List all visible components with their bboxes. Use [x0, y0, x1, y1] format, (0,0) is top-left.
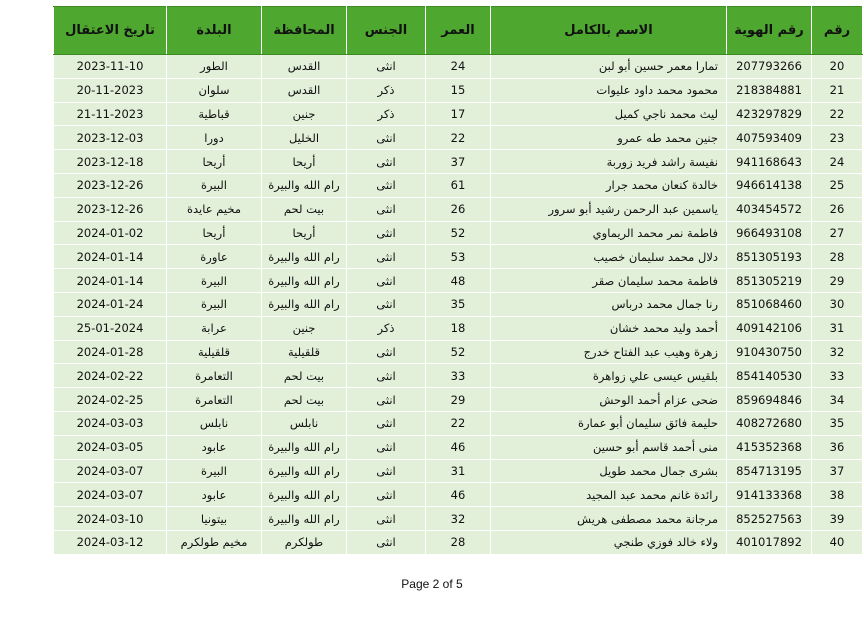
table-row [54, 245, 863, 269]
table-row [54, 435, 863, 459]
full-name-cell: رائدة غانم محمد عبد المجيد [491, 483, 727, 507]
id-number-cell: 854140530 [727, 364, 812, 388]
town-cell: البيرة [167, 292, 262, 316]
full-name-cell: ضحى عزام أحمد الوحش [491, 388, 727, 412]
gender-header: الجنس [347, 7, 426, 55]
governorate-cell: أريحا [262, 150, 347, 174]
table-row [54, 197, 863, 221]
age-cell: 28 [426, 530, 491, 554]
governorate-cell: رام الله والبيرة [262, 173, 347, 197]
full-name-cell: فاطمة نمر محمد الريماوي [491, 221, 727, 245]
town-header: البلدة [167, 7, 262, 55]
arrest-date-cell: 2024-03-10 [54, 507, 167, 531]
number-cell: 38 [812, 483, 863, 507]
full-name-cell: ليث محمد ناجي كميل [491, 102, 727, 126]
number-cell: 39 [812, 507, 863, 531]
full-name-cell: خالدة كنعان محمد جرار [491, 173, 727, 197]
governorate-cell: رام الله والبيرة [262, 292, 347, 316]
gender-cell: انثى [347, 221, 426, 245]
age-cell: 29 [426, 388, 491, 412]
age-cell: 17 [426, 102, 491, 126]
table-row [54, 388, 863, 412]
id-number-cell: 941168643 [727, 150, 812, 174]
id-number-cell: 218384881 [727, 78, 812, 102]
table-row [54, 102, 863, 126]
age-cell: 37 [426, 150, 491, 174]
town-cell: البيرة [167, 459, 262, 483]
town-cell: سلوان [167, 78, 262, 102]
town-cell: أريحا [167, 221, 262, 245]
governorate-cell: القدس [262, 55, 347, 79]
age-cell: 15 [426, 78, 491, 102]
town-cell: قباطية [167, 102, 262, 126]
arrest-date-cell: 2024-03-07 [54, 459, 167, 483]
governorate-cell: طولكرم [262, 530, 347, 554]
age-cell: 52 [426, 340, 491, 364]
gender-cell: انثى [347, 150, 426, 174]
town-cell: البيرة [167, 173, 262, 197]
number-cell: 35 [812, 411, 863, 435]
number-cell: 27 [812, 221, 863, 245]
arrest-date-cell: 2024-03-03 [54, 411, 167, 435]
age-cell: 18 [426, 316, 491, 340]
gender-cell: ذكر [347, 102, 426, 126]
detainees-table [53, 6, 863, 555]
gender-cell: انثى [347, 126, 426, 150]
id-number-cell: 408272680 [727, 411, 812, 435]
arrest-date-cell: 2024-03-12 [54, 530, 167, 554]
number-cell: 25 [812, 173, 863, 197]
governorate-header: المحافظة [262, 7, 347, 55]
table-row [54, 221, 863, 245]
full-name-cell: ولاء خالد فوزي طنجي [491, 530, 727, 554]
number-cell: 21 [812, 78, 863, 102]
table-row [54, 316, 863, 340]
table-body [54, 55, 863, 555]
number-cell: 29 [812, 269, 863, 293]
id-number-cell: 423297829 [727, 102, 812, 126]
gender-cell: انثى [347, 388, 426, 412]
number-header: رقم [812, 7, 863, 55]
table-row [54, 173, 863, 197]
town-cell: دورا [167, 126, 262, 150]
age-cell: 32 [426, 507, 491, 531]
gender-cell: انثى [347, 340, 426, 364]
gender-cell: ذكر [347, 78, 426, 102]
gender-cell: انثى [347, 292, 426, 316]
arrest-date-cell: 2024-03-05 [54, 435, 167, 459]
id-number-cell: 409142106 [727, 316, 812, 340]
number-cell: 33 [812, 364, 863, 388]
id-number-cell: 914133368 [727, 483, 812, 507]
table-row [54, 150, 863, 174]
governorate-cell: بيت لحم [262, 364, 347, 388]
number-cell: 34 [812, 388, 863, 412]
governorate-cell: رام الله والبيرة [262, 269, 347, 293]
age-cell: 26 [426, 197, 491, 221]
number-cell: 31 [812, 316, 863, 340]
arrest-date-cell: 2024-01-02 [54, 221, 167, 245]
number-cell: 26 [812, 197, 863, 221]
number-cell: 37 [812, 459, 863, 483]
table-row [54, 340, 863, 364]
town-cell: البيرة [167, 269, 262, 293]
arrest-date-cell: 2023-12-18 [54, 150, 167, 174]
gender-cell: انثى [347, 530, 426, 554]
full-name-cell: محمود محمد داود عليوات [491, 78, 727, 102]
id-number-cell: 407593409 [727, 126, 812, 150]
number-cell: 20 [812, 55, 863, 79]
arrest-date-cell: 2024-01-14 [54, 245, 167, 269]
governorate-cell: قلقيلية [262, 340, 347, 364]
age-cell: 33 [426, 364, 491, 388]
id-number-cell: 966493108 [727, 221, 812, 245]
age-cell: 46 [426, 435, 491, 459]
town-cell: التعامرة [167, 364, 262, 388]
governorate-cell: رام الله والبيرة [262, 459, 347, 483]
full-name-cell: زهرة وهيب عبد الفتاح خدرج [491, 340, 727, 364]
gender-cell: انثى [347, 435, 426, 459]
table-row [54, 483, 863, 507]
age-cell: 22 [426, 126, 491, 150]
id-number-cell: 859694846 [727, 388, 812, 412]
full-name-cell: رنا جمال محمد درباس [491, 292, 727, 316]
full-name-cell: بلقيس عيسى علي زواهرة [491, 364, 727, 388]
arrest-date-cell: 2024-02-25 [54, 388, 167, 412]
id-number-cell: 851068460 [727, 292, 812, 316]
town-cell: قلقيلية [167, 340, 262, 364]
governorate-cell: جنين [262, 316, 347, 340]
gender-cell: انثى [347, 364, 426, 388]
governorate-cell: بيت لحم [262, 388, 347, 412]
arrest-date-cell: 2024-01-28 [54, 340, 167, 364]
age-cell: 22 [426, 411, 491, 435]
table-row [54, 459, 863, 483]
number-cell: 32 [812, 340, 863, 364]
page-footer: Page 2 of 5 [401, 577, 463, 591]
id-number-cell: 852527563 [727, 507, 812, 531]
number-cell: 40 [812, 530, 863, 554]
gender-cell: انثى [347, 507, 426, 531]
full-name-cell: أحمد وليد محمد خشان [491, 316, 727, 340]
governorate-cell: نابلس [262, 411, 347, 435]
table-row [54, 126, 863, 150]
town-cell: عاورة [167, 245, 262, 269]
arrest-date-cell: 2024-03-07 [54, 483, 167, 507]
age-cell: 46 [426, 483, 491, 507]
age-cell: 48 [426, 269, 491, 293]
town-cell: أريحا [167, 150, 262, 174]
age-cell: 35 [426, 292, 491, 316]
town-cell: عابود [167, 435, 262, 459]
table-row [54, 411, 863, 435]
full-name-cell: جنين محمد طه عمرو [491, 126, 727, 150]
governorate-cell: جنين [262, 102, 347, 126]
id-number-cell: 851305219 [727, 269, 812, 293]
header-row [54, 7, 863, 55]
id-number-cell: 854713195 [727, 459, 812, 483]
governorate-cell: رام الله والبيرة [262, 435, 347, 459]
age-header: العمر [426, 7, 491, 55]
town-cell: التعامرة [167, 388, 262, 412]
full-name-header: الاسم بالكامل [491, 7, 727, 55]
table-row [54, 269, 863, 293]
arrest-date-cell: 20-11-2023 [54, 78, 167, 102]
full-name-cell: دلال محمد سليمان خصيب [491, 245, 727, 269]
full-name-cell: بشرى جمال محمد طويل [491, 459, 727, 483]
full-name-cell: منى أحمد قاسم أبو حسين [491, 435, 727, 459]
age-cell: 53 [426, 245, 491, 269]
id-number-cell: 910430750 [727, 340, 812, 364]
governorate-cell: رام الله والبيرة [262, 507, 347, 531]
table-row [54, 78, 863, 102]
arrest-date-cell: 2023-12-26 [54, 173, 167, 197]
town-cell: مخيم عايدة [167, 197, 262, 221]
arrest-date-cell: 21-11-2023 [54, 102, 167, 126]
id-number-cell: 851305193 [727, 245, 812, 269]
gender-cell: انثى [347, 55, 426, 79]
age-cell: 52 [426, 221, 491, 245]
full-name-cell: ياسمين عبد الرحمن رشيد أبو سرور [491, 197, 727, 221]
town-cell: الطور [167, 55, 262, 79]
arrest-date-cell: 2023-11-10 [54, 55, 167, 79]
table-row [54, 292, 863, 316]
id-number-cell: 403454572 [727, 197, 812, 221]
town-cell: عرابة [167, 316, 262, 340]
number-cell: 28 [812, 245, 863, 269]
gender-cell: ذكر [347, 316, 426, 340]
number-cell: 24 [812, 150, 863, 174]
arrest-date-cell: 2024-01-14 [54, 269, 167, 293]
governorate-cell: أريحا [262, 221, 347, 245]
governorate-cell: بيت لحم [262, 197, 347, 221]
arrest-date-header: تاريخ الاعتقال [54, 7, 167, 55]
id-number-cell: 946614138 [727, 173, 812, 197]
governorate-cell: رام الله والبيرة [262, 245, 347, 269]
governorate-cell: القدس [262, 78, 347, 102]
table-row [54, 530, 863, 554]
gender-cell: انثى [347, 245, 426, 269]
full-name-cell: تمارا معمر حسين أبو لبن [491, 55, 727, 79]
arrest-date-cell: 2024-02-22 [54, 364, 167, 388]
arrest-date-cell: 2024-01-24 [54, 292, 167, 316]
governorate-cell: الخليل [262, 126, 347, 150]
id-number-header: رقم الهوية [727, 7, 812, 55]
gender-cell: انثى [347, 269, 426, 293]
gender-cell: انثى [347, 197, 426, 221]
town-cell: بيتونيا [167, 507, 262, 531]
full-name-cell: مرجانة محمد مصطفى هريش [491, 507, 727, 531]
id-number-cell: 207793266 [727, 55, 812, 79]
table-row [54, 364, 863, 388]
full-name-cell: فاطمة محمد سليمان صقر [491, 269, 727, 293]
number-cell: 22 [812, 102, 863, 126]
gender-cell: انثى [347, 483, 426, 507]
age-cell: 31 [426, 459, 491, 483]
number-cell: 36 [812, 435, 863, 459]
town-cell: عابود [167, 483, 262, 507]
id-number-cell: 415352368 [727, 435, 812, 459]
town-cell: نابلس [167, 411, 262, 435]
number-cell: 23 [812, 126, 863, 150]
arrest-date-cell: 2023-12-26 [54, 197, 167, 221]
gender-cell: انثى [347, 459, 426, 483]
governorate-cell: رام الله والبيرة [262, 483, 347, 507]
town-cell: مخيم طولكرم [167, 530, 262, 554]
gender-cell: انثى [347, 411, 426, 435]
gender-cell: انثى [347, 173, 426, 197]
id-number-cell: 401017892 [727, 530, 812, 554]
arrest-date-cell: 25-01-2024 [54, 316, 167, 340]
table-row [54, 507, 863, 531]
age-cell: 61 [426, 173, 491, 197]
number-cell: 30 [812, 292, 863, 316]
full-name-cell: نفيسة راشد فريد زوربة [491, 150, 727, 174]
full-name-cell: حليمة فائق سليمان أبو عمارة [491, 411, 727, 435]
arrest-date-cell: 2023-12-03 [54, 126, 167, 150]
age-cell: 24 [426, 55, 491, 79]
table-row [54, 55, 863, 79]
